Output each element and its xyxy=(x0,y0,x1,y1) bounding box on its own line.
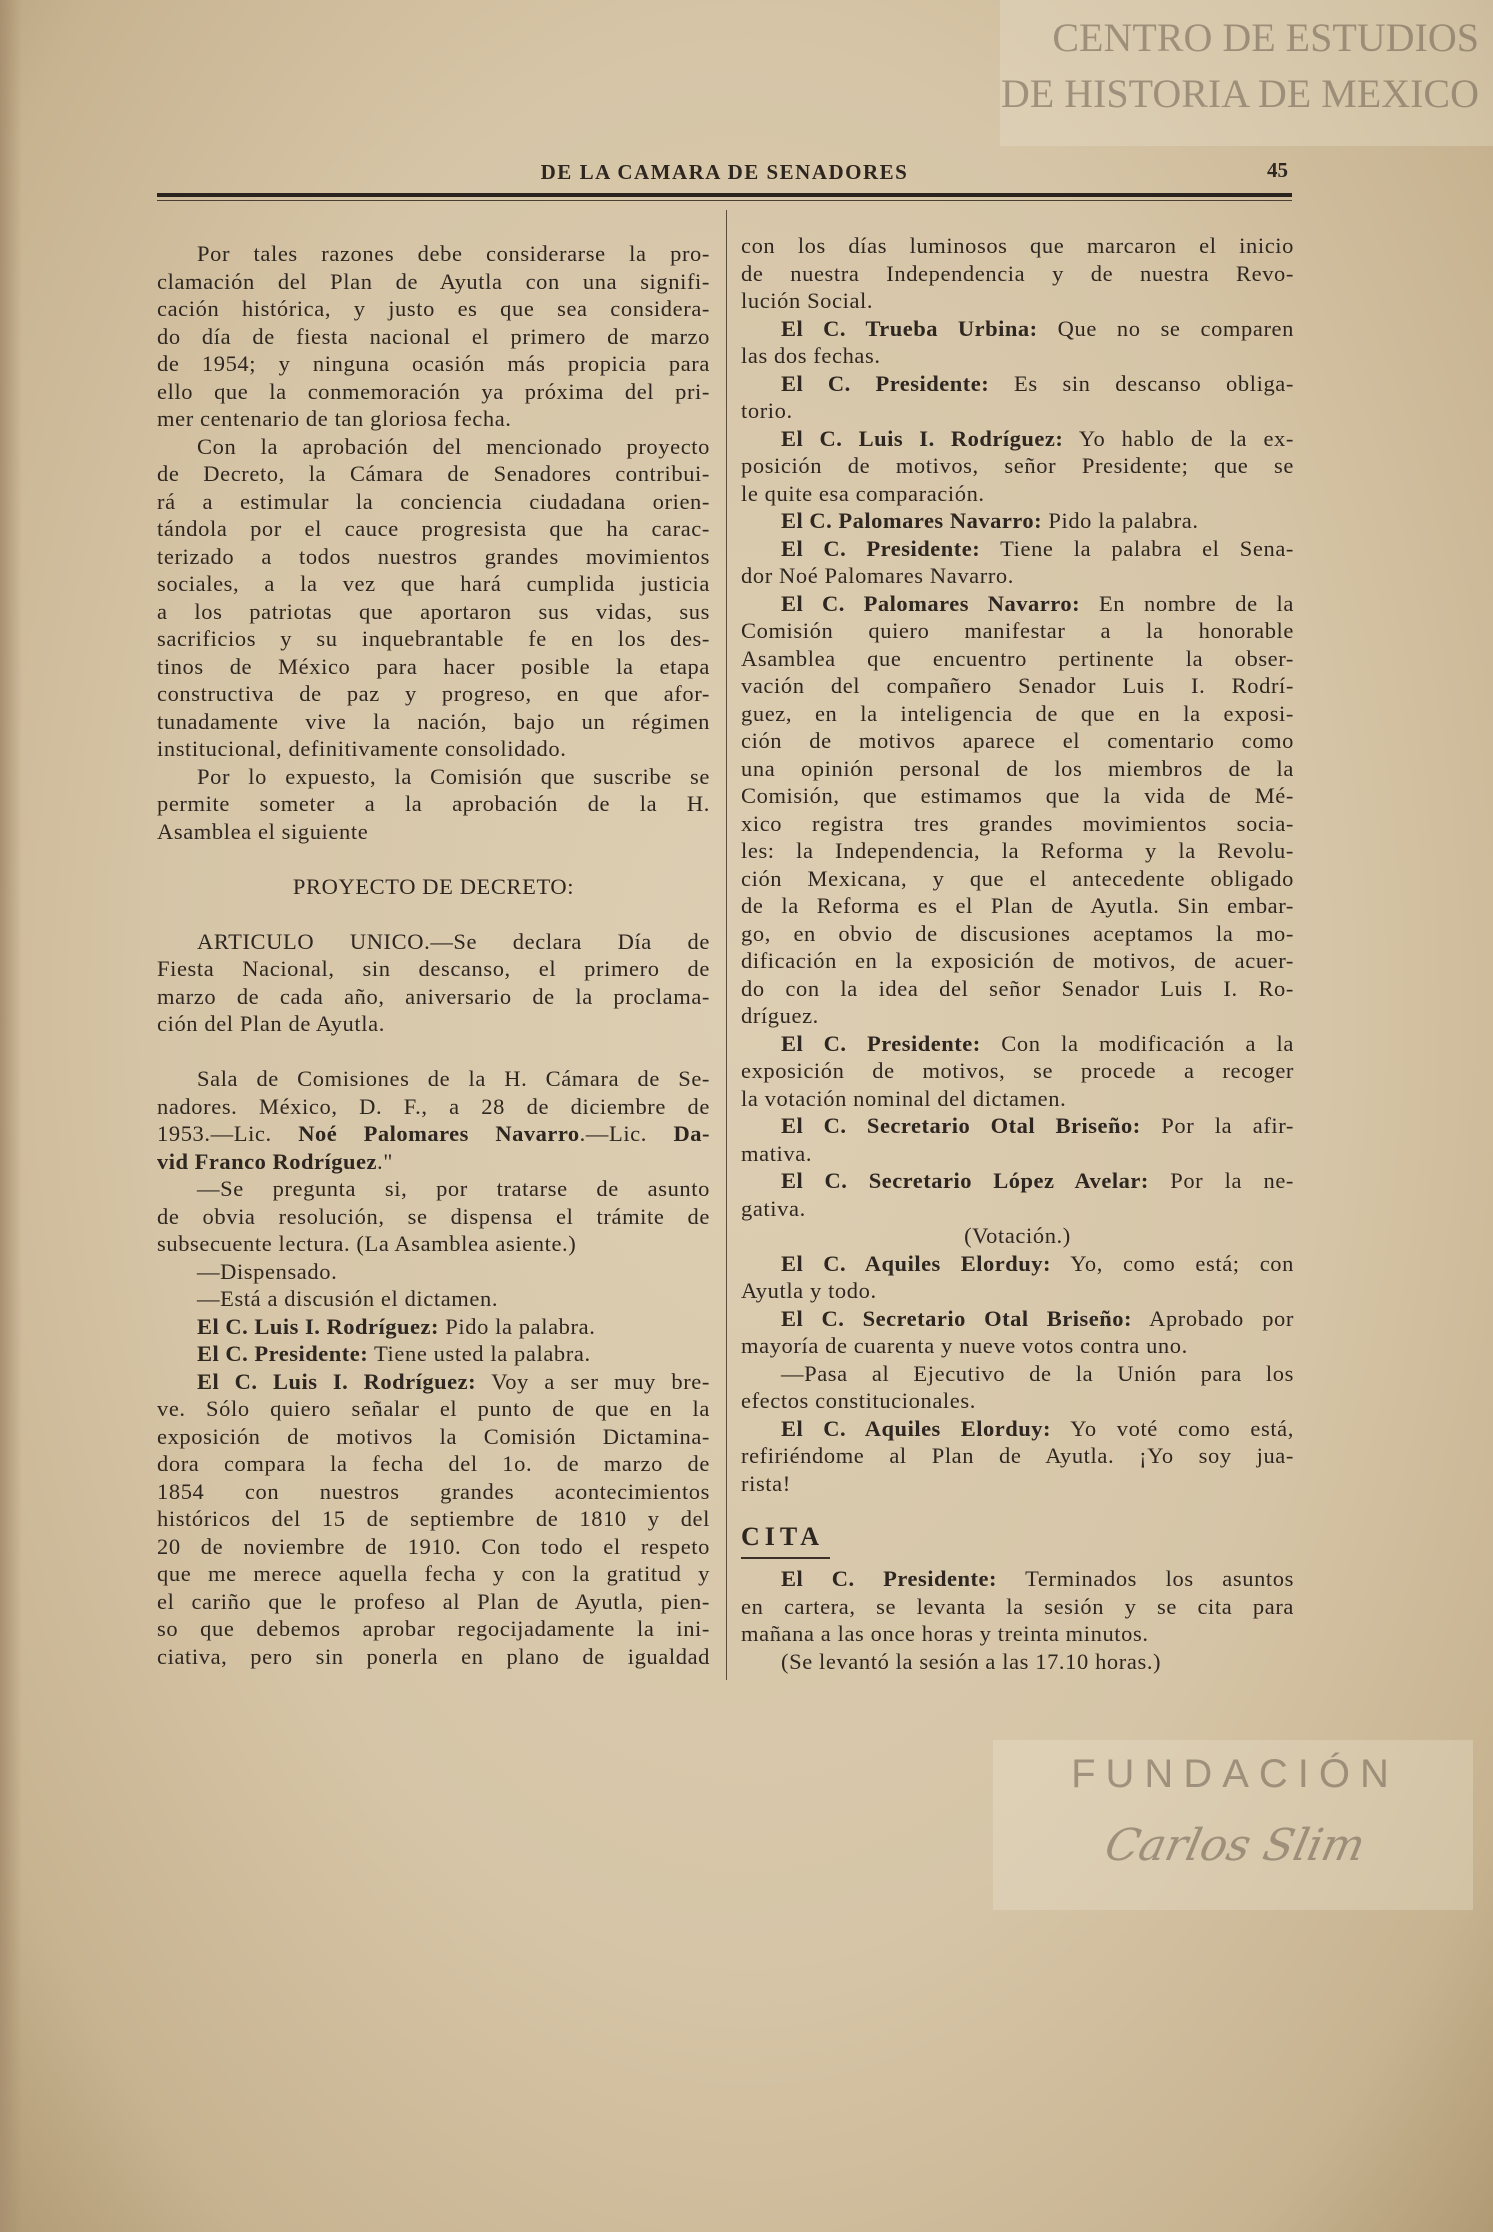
text-line: El C. Trueba Urbina: Que no se comparen xyxy=(781,315,1294,341)
speaker-name: El C. Luis I. Rodríguez: xyxy=(781,425,1064,451)
speaker-name: Noé Palomares Navarro xyxy=(298,1121,580,1146)
text-line: les: la Independencia, la Reforma y la Revolu- xyxy=(741,838,1294,863)
text-line: mativa. xyxy=(741,1140,813,1166)
text-line: cación histórica, y justo es que sea considera- xyxy=(157,296,710,321)
paragraph xyxy=(741,315,1294,370)
paragraph xyxy=(157,1313,710,1341)
text-line: dificación en la exposición de motivos, de acuer- xyxy=(741,948,1294,973)
text-line: El C. Luis I. Rodríguez: Yo hablo de la ex- xyxy=(781,425,1294,451)
paragraph xyxy=(741,507,1294,535)
text-line: do día de fiesta nacional el primero de marzo xyxy=(157,323,710,349)
paragraph xyxy=(741,1305,1294,1360)
text-line: so que debemos aprobar regocijadamente la ini- xyxy=(157,1616,710,1641)
speaker-name: El C. Luis I. Rodríguez: xyxy=(197,1368,477,1394)
text-line: —Se pregunta si, por tratarse de asunto xyxy=(197,1176,710,1201)
speaker-name: El C. Presidente: xyxy=(781,535,981,561)
speaker-name: El C. Aquiles Elorduy: xyxy=(781,1415,1052,1441)
speaker-name: El C. Presidente: xyxy=(781,370,990,396)
speaker-name: vid Franco Rodríguez xyxy=(157,1148,377,1174)
text-line: ciativa, pero sin ponerla en plano de igualdad xyxy=(157,1643,710,1669)
text-line: Ayutla y todo. xyxy=(741,1278,877,1303)
text-line: ARTICULO UNICO.—Se declara Día de xyxy=(197,928,710,954)
speaker-name: El C. Presidente: xyxy=(197,1341,369,1366)
text-line: Comisión quiero manifestar a la honorable xyxy=(741,618,1294,643)
text-line: ve. Sólo quiero señalar el punto de que en la xyxy=(157,1396,710,1421)
speaker-name: El C. Luis I. Rodríguez: xyxy=(197,1313,440,1339)
text-line: con los días luminosos que marcaron el inicio xyxy=(741,233,1294,258)
text-line: El C. Secretario Otal Briseño: Aprobado por xyxy=(781,1305,1294,1331)
text-line: El C. Palomares Navarro: Pido la palabra. xyxy=(781,508,1199,533)
text-line: clamación del Plan de Ayutla con una signifi- xyxy=(157,268,710,294)
header-rule xyxy=(157,193,1292,197)
text-line: a los patriotas que aportaron sus vidas, sus xyxy=(157,598,710,624)
speaker-name: El C. Palomares Navarro: xyxy=(781,590,1081,616)
text-line: vación del compañero Senador Luis I. Rodrí- xyxy=(741,673,1294,698)
text-line: de 1954; y ninguna ocasión más propicia para xyxy=(157,351,710,376)
blank-line xyxy=(157,845,710,873)
text-line: (Se levantó la sesión a las 17.10 horas.) xyxy=(781,1648,1162,1674)
text-line: históricos del 15 de septiembre de 1810 y del xyxy=(157,1506,710,1531)
watermark-center-name xyxy=(999,10,1479,122)
text-line: torio. xyxy=(741,398,793,423)
header-rule-thin xyxy=(157,200,1292,201)
text-line: —Dispensado. xyxy=(197,1258,338,1284)
page-header xyxy=(157,156,1292,196)
text-line: refiriéndome al Plan de Ayutla. ¡Yo soy jua- xyxy=(741,1443,1294,1468)
paragraph xyxy=(741,1167,1294,1222)
text-line: dríguez. xyxy=(741,1003,819,1028)
text-line: de nuestra Independencia y de nuestra Revo- xyxy=(741,260,1294,286)
speaker-name: El C. Trueba Urbina: xyxy=(781,315,1038,341)
text-line: marzo de cada año, aniversario de la proclama- xyxy=(157,983,710,1009)
text-line: ello que la conmemoración ya próxima del pri- xyxy=(157,378,710,404)
text-line: ción Mexicana, y que el antecedente obligado xyxy=(741,865,1294,891)
paragraph xyxy=(741,1250,1294,1305)
text-line: tinos de México para hacer posible la etapa xyxy=(157,653,710,679)
watermark-line: CENTRO DE xyxy=(1052,15,1276,60)
text-line: —Está a discusión el dictamen. xyxy=(197,1286,499,1311)
paragraph xyxy=(741,1112,1294,1167)
right-column xyxy=(741,232,1294,1675)
paragraph xyxy=(741,370,1294,425)
text-line: exposición de motivos, se procede a recoger xyxy=(741,1058,1294,1083)
speaker-name: El C. Presidente: xyxy=(781,1566,997,1591)
paragraph xyxy=(157,240,710,433)
text-line: de Decreto, la Cámara de Senadores contribui- xyxy=(157,461,710,486)
running-title: DE LA CAMARA DE SENADORES xyxy=(540,160,909,184)
text-line: terizado a todos nuestros grandes movimientos xyxy=(157,543,710,569)
paragraph xyxy=(157,1368,710,1671)
paragraph xyxy=(741,1030,1294,1113)
text-line: en cartera, se levanta la sesión y se cita para xyxy=(741,1593,1294,1619)
text-line: mayoría de cuarenta y nueve votos contra uno. xyxy=(741,1333,1188,1358)
watermark-line: DE MEXICO xyxy=(1257,71,1479,116)
centered-heading: (Votación.) xyxy=(964,1223,1071,1248)
text-line: mer centenario de tan gloriosa fecha. xyxy=(157,406,512,431)
text-line: Por lo expuesto, la Comisión que suscribe se xyxy=(197,763,710,789)
paragraph xyxy=(157,433,710,763)
text-line: go, en obvio de discusiones aceptamos la mo- xyxy=(741,920,1294,946)
text-line: Fiesta Nacional, sin descanso, el primero de xyxy=(157,956,710,981)
text-line: Por tales razones debe considerarse la pro- xyxy=(197,241,710,266)
speaker-name: El C. Aquiles Elorduy: xyxy=(781,1250,1052,1276)
text-line: dor Noé Palomares Navarro. xyxy=(741,563,1015,588)
paragraph xyxy=(157,1175,710,1258)
text-line: vid Franco Rodríguez." xyxy=(157,1148,393,1174)
text-line: El C. Luis I. Rodríguez: Voy a ser muy bre- xyxy=(197,1368,710,1394)
text-line: El C. Presidente: Es sin descanso obliga- xyxy=(781,370,1294,396)
paragraph xyxy=(157,1285,710,1313)
paragraph xyxy=(741,1648,1294,1676)
speaker-name: El C. Palomares Navarro: xyxy=(781,508,1043,533)
text-line: exposición de motivos la Comisión Dictamina- xyxy=(157,1423,710,1449)
watermark-line: ESTUDIOS xyxy=(1285,15,1479,60)
text-line: El C. Presidente: Terminados los asuntos xyxy=(781,1566,1294,1591)
text-line: mañana a las once horas y treinta minutos. xyxy=(741,1621,1149,1646)
paragraph xyxy=(157,1340,710,1368)
paragraph xyxy=(157,1065,710,1175)
paragraph xyxy=(741,590,1294,1030)
text-line: una opinión personal de los miembros de la xyxy=(741,755,1294,781)
speaker-name: El C. Presidente: xyxy=(781,1030,981,1056)
text-line: rista! xyxy=(741,1470,791,1496)
text-line: Sala de Comisiones de la H. Cámara de Se- xyxy=(197,1066,710,1091)
text-line: El C. Secretario López Avelar: Por la ne- xyxy=(781,1168,1295,1193)
watermark-foundation: FUNDACIÓN xyxy=(1071,1752,1399,1796)
text-line: xico registra tres grandes movimientos socia- xyxy=(741,810,1294,836)
text-line: 1953.—Lic. Noé Palomares Navarro.—Lic. Da- xyxy=(157,1121,710,1146)
text-line: constructiva de paz y progreso, en que afor- xyxy=(157,681,710,706)
centered-heading: PROYECTO DE DECRETO: xyxy=(292,873,575,899)
text-line: ción de motivos aparece el comentario como xyxy=(741,728,1294,753)
text-line: do con la idea del señor Senador Luis I. Ro- xyxy=(741,975,1294,1001)
speaker-name: El C. Secretario López Avelar: xyxy=(781,1168,1149,1193)
text-line: El C. Aquiles Elorduy: Yo voté como está, xyxy=(781,1415,1294,1441)
text-line: —Pasa al Ejecutivo de la Unión para los xyxy=(781,1360,1294,1386)
paragraph xyxy=(741,232,1294,315)
text-line: El C. Luis I. Rodríguez: Pido la palabra. xyxy=(197,1313,596,1339)
text-line: El C. Presidente: Tiene la palabra el Sena- xyxy=(781,535,1294,561)
text-line: tándola por el cauce progresista que ha carac- xyxy=(157,516,710,541)
text-line: el cariño que le profeso al Plan de Ayutla, pien- xyxy=(157,1588,710,1614)
speaker-name: Da- xyxy=(673,1121,710,1146)
text-line: guez, en la inteligencia de que en la exposi- xyxy=(741,700,1294,726)
paragraph xyxy=(741,1360,1294,1415)
blank-line xyxy=(157,900,710,928)
watermark-line: DE HISTORIA xyxy=(1000,71,1248,116)
text-line: El C. Aquiles Elorduy: Yo, como está; con xyxy=(781,1250,1294,1276)
text-line: tunadamente vive la nación, bajo un régimen xyxy=(157,708,710,734)
text-line: rá a estimular la conciencia ciudadana orien- xyxy=(157,488,710,514)
text-line: las dos fechas. xyxy=(741,343,881,368)
text-line: de obvia resolución, se dispensa el trámite de xyxy=(157,1203,710,1229)
text-line: efectos constitucionales. xyxy=(741,1388,976,1413)
paragraph xyxy=(741,1415,1294,1498)
text-line: Asamblea el siguiente xyxy=(157,818,369,844)
text-line: posición de motivos, señor Presidente; que se xyxy=(741,453,1294,478)
text-line: que me merece aquella fecha y con la gratitud y xyxy=(157,1561,710,1586)
column-divider xyxy=(726,210,727,1680)
text-line: dora compara la fecha del 1o. de marzo de xyxy=(157,1451,710,1476)
text-line: la votación nominal del dictamen. xyxy=(741,1085,1067,1111)
left-column xyxy=(157,240,710,1670)
text-line: El C. Secretario Otal Briseño: Por la afir- xyxy=(781,1113,1295,1138)
text-line: ción del Plan de Ayutla. xyxy=(157,1011,385,1036)
text-line: subsecuente lectura. (La Asamblea asiente.) xyxy=(157,1231,577,1256)
text-line: Con la aprobación del mencionado proyecto xyxy=(197,433,710,459)
page-number: 45 xyxy=(1267,158,1288,182)
speaker-name: El C. Secretario Otal Briseño: xyxy=(781,1305,1133,1331)
section-heading: CITA xyxy=(741,1517,830,1559)
text-line: 1854 con nuestros grandes acontecimientos xyxy=(157,1478,710,1504)
paragraph xyxy=(157,928,710,1038)
text-line: le quite esa comparación. xyxy=(741,480,985,506)
watermark-signature: Carlos Slim xyxy=(1100,1820,1370,1871)
page-edge-shadow xyxy=(0,0,22,2232)
text-line: El C. Presidente: Con la modificación a la xyxy=(781,1030,1294,1056)
text-line: institucional, definitivamente consolidado. xyxy=(157,736,567,761)
text-line: Comisión, que estimamos que la vida de Mé- xyxy=(741,783,1294,808)
text-line: sacrificios y su inquebrantable fe en los des- xyxy=(157,626,710,651)
text-line: lución Social. xyxy=(741,288,874,313)
text-line: Asamblea que encuentro pertinente la obser- xyxy=(741,645,1294,671)
speaker-name: El C. Secretario Otal Briseño: xyxy=(781,1113,1141,1138)
text-line: permite someter a la aprobación de la H. xyxy=(157,791,710,816)
paragraph xyxy=(157,763,710,846)
blank-line xyxy=(157,1038,710,1066)
text-line: 20 de noviembre de 1910. Con todo el respeto xyxy=(157,1533,710,1559)
paragraph xyxy=(741,425,1294,508)
text-line: sociales, a la vez que hará cumplida justicia xyxy=(157,571,710,596)
paragraph xyxy=(741,1565,1294,1648)
text-line: El C. Palomares Navarro: En nombre de la xyxy=(781,590,1294,616)
text-line: gativa. xyxy=(741,1195,806,1221)
paragraph xyxy=(157,1258,710,1286)
paragraph xyxy=(741,535,1294,590)
text-line: El C. Presidente: Tiene usted la palabra. xyxy=(197,1341,591,1366)
text-line: nadores. México, D. F., a 28 de diciembre de xyxy=(157,1093,710,1119)
text-line: de la Reforma es el Plan de Ayutla. Sin embar- xyxy=(741,893,1294,918)
